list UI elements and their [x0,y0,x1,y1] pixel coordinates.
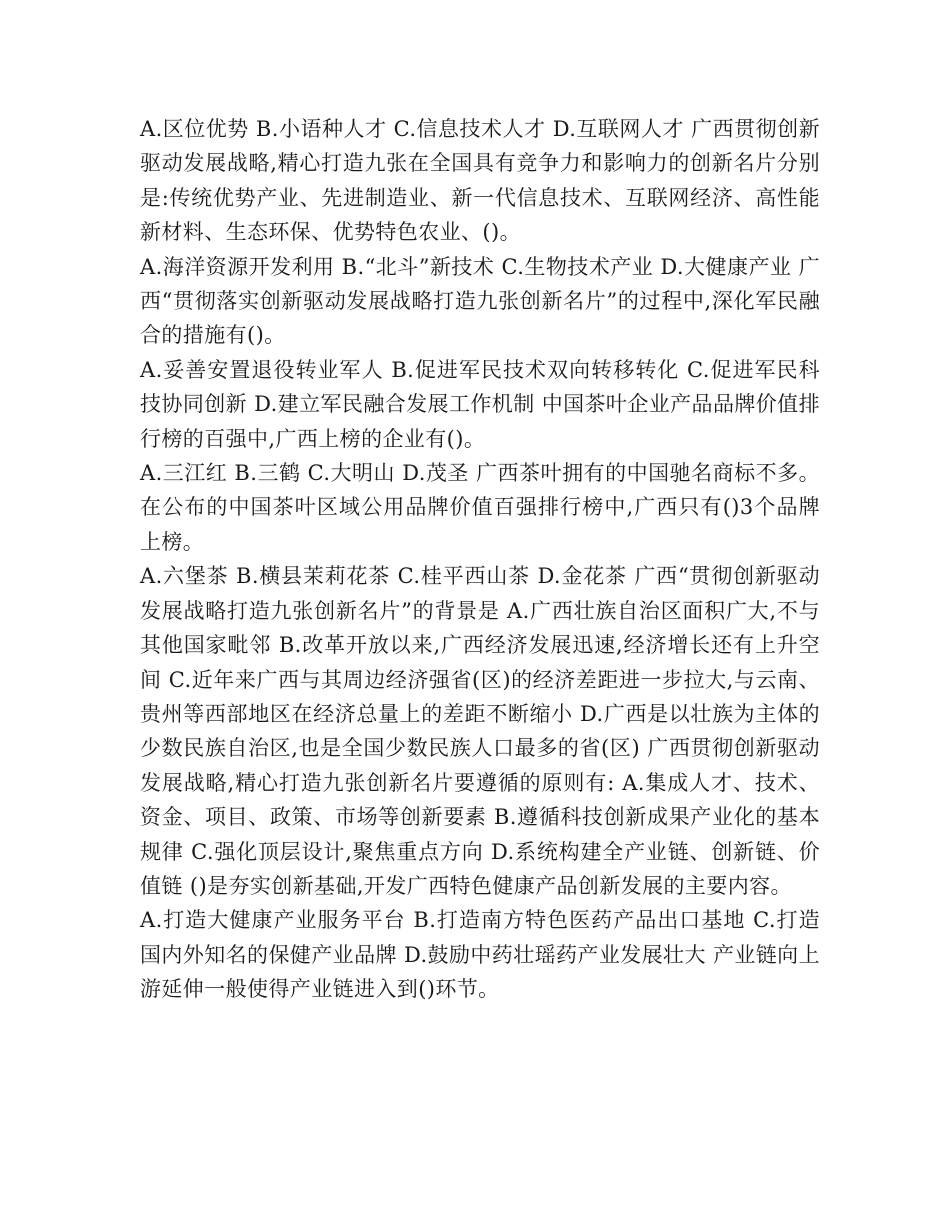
paragraph-1: A.区位优势 B.小语种人才 C.信息技术人才 D.互联网人才 广西贯彻创新驱动发展战略,精心打造九张在全国具有竞争力和影响力的创新名片分别是:传统优势产业、先进制造业、新一代信息技术、互联网经济、高性能新材料、生态环保、优势特色农业、()。 [140,117,820,245]
paragraph-6: A.打造大健康产业服务平台 B.打造南方特色医药产品出口基地 C.打造国内外知名的保健产业品牌 D.鼓励中药壮瑶药产业发展壮大 产业链向上游延伸一般使得产业链进入到()环节。 [140,908,820,1002]
document-body [140,112,820,1007]
paragraph-5: A.六堡茶 B.横县茉莉花茶 C.桂平西山茶 D.金花茶 广西“贯彻创新驱动发展战略打造九张创新名片”的背景是 A.广西壮族自治区面积广大,不与其他国家毗邻 B.改革开放以来,广西经济发展迅速,经济增长还有上升空间 C.近年来广西与其周边经济强省(区)的经济差距进一步拉大,与云南、贵州等西部地区在经济总量上的差距不断缩小 D.广西是以壮族为主体的少数民族自治区,也是全国少数民族人口最多的省(区) 广西贯彻创新驱动发展战略,精心打造九张创新名片要遵循的原则有: A.集成人才、技术、资金、项目、政策、市场等创新要素 B.遵循科技创新成果产业化的基本规律 C.强化顶层设计,聚焦重点方向 D.系统构建全产业链、创新链、价值链 ()是夯实创新基础,开发广西特色健康产品创新发展的主要内容。 [140,564,820,898]
paragraph-2: A.海洋资源开发利用 B.“北斗”新技术 C.生物技术产业 D.大健康产业 广西“贯彻落实创新驱动发展战略打造九张创新名片”的过程中,深化军民融合的措施有()。 [140,254,820,348]
paragraph-3: A.妥善安置退役转业军人 B.促进军民技术双向转移转化 C.促进军民科技协同创新 D.建立军民融合发展工作机制 中国茶叶企业产品品牌价值排行榜的百强中,广西上榜的企业有()。 [140,357,820,451]
paragraph-4: A.三江红 B.三鹤 C.大明山 D.茂圣 广西茶叶拥有的中国驰名商标不多。在公布的中国茶叶区域公用品牌价值百强排行榜中,广西只有()3个品牌上榜。 [140,461,820,554]
